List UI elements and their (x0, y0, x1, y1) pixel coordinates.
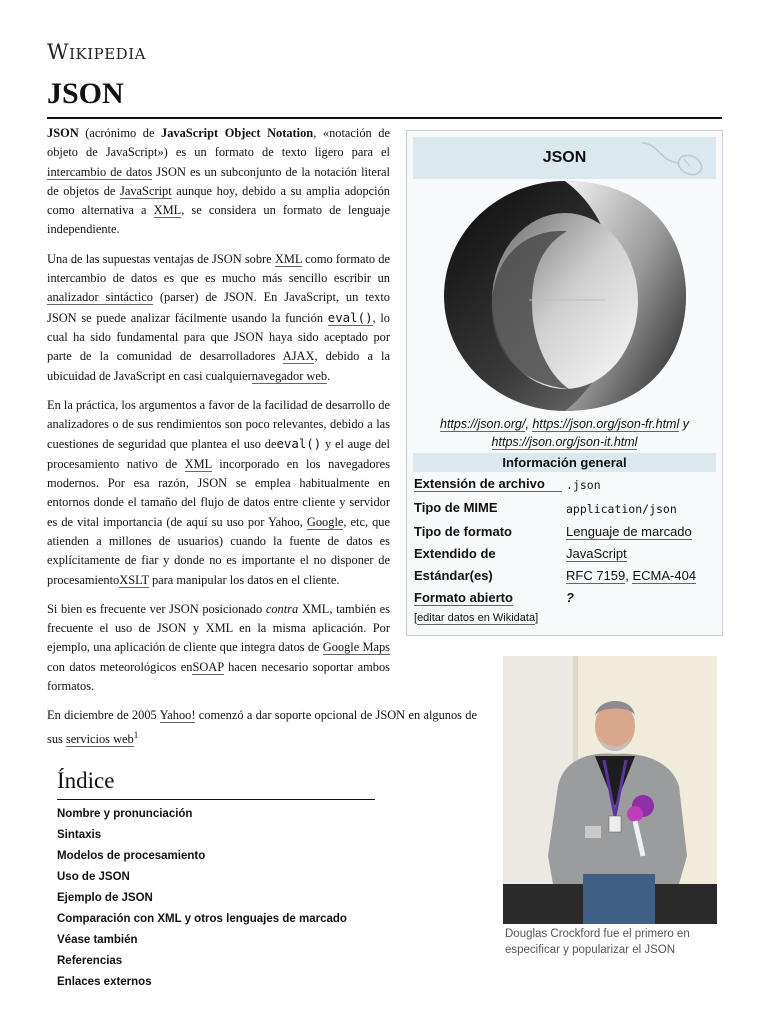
term-full: JavaScript Object Notation (161, 126, 314, 140)
toc-title: Índice (57, 768, 115, 793)
term-json: JSON (47, 126, 79, 140)
standard-sep: , (625, 568, 633, 583)
toc-divider (57, 799, 375, 800)
toc-item-referencias[interactable]: Referencias (57, 955, 123, 967)
infobox-key-standard: Estándar(es) (414, 568, 493, 583)
toc-item-enlaces[interactable]: Enlaces externos (57, 976, 152, 988)
edit-wikidata (414, 612, 538, 624)
link-servicios-web[interactable]: servicios web (65, 731, 134, 746)
text: Una de las supuestas ventajas de JSON sobre (47, 251, 275, 266)
toc-item-ejemplo[interactable]: Ejemplo de JSON (57, 892, 153, 904)
link-analizador-sintactico[interactable]: analizador sintáctico (47, 290, 153, 305)
infobox-value-open-format: ? (566, 590, 574, 605)
page-title: JSON (47, 77, 124, 110)
paragraph-ventajas (47, 250, 390, 386)
toc-item-comparacion[interactable]: Comparación con XML y otros lenguajes de marcado (57, 913, 347, 925)
link-eval[interactable]: eval() (327, 309, 373, 325)
code-eval: eval() (276, 436, 322, 452)
toc-item-vease[interactable]: Véase también (57, 934, 138, 946)
emphasis-contra: contra (265, 601, 299, 616)
infobox-key-extended: Extendido de (414, 546, 496, 561)
link-rfc-7159[interactable]: RFC 7159 (566, 568, 626, 583)
text: JSON es un subconjunto de la notación literal de objetos de (47, 164, 390, 198)
infobox-caption (413, 415, 716, 451)
infobox-key-open-format[interactable]: Formato abierto (414, 590, 513, 605)
text: como formato de intercambio de datos es que es mucho más sencillo escribir un (47, 251, 390, 286)
toc-item-uso[interactable]: Uso de JSON (57, 871, 130, 883)
infobox-title: JSON (542, 149, 587, 166)
link-json-org[interactable]: https://json.org/ (440, 417, 526, 431)
paragraph-contra-xml (47, 600, 390, 696)
infobox-key-format: Tipo de formato (414, 524, 512, 539)
json-logo-image (437, 179, 692, 414)
text: hacen necesario soportar ambos formatos. (47, 659, 391, 694)
text: En la práctica, los argumentos a favor de la facilidad de desarrollo de analizadores o de sus rendimientos son poco relevantes, debido a las cuestiones de seguridad que plantea el uso de (47, 397, 390, 452)
douglas-crockford-photo (503, 656, 717, 924)
infobox-value-standard (566, 568, 696, 583)
link-intercambio-datos[interactable]: intercambio de datos (47, 164, 153, 179)
infobox-section-header: Información general (413, 453, 716, 472)
link-lenguaje-marcado[interactable]: Lenguaje de marcado (566, 524, 692, 539)
text: En diciembre de 2005 (47, 708, 160, 723)
text: incorporado en los navegadores modernos. Por esa razón, JSON se emplea habitualmente en entornos donde el tamaño del flujo de datos entre cliente y servidor es de vital importancia (de aquí su uso por Yahoo, (47, 456, 390, 529)
toc-item-modelos[interactable]: Modelos de procesamiento (57, 850, 206, 862)
title-divider (47, 117, 722, 119)
text: , etc, que atienden a millones de usuarios) cuando la fuente de datos es explícitamente de fiar y donde no es importante el no disponer de procesamiento (47, 514, 390, 587)
link-ecma-404[interactable]: ECMA-404 (632, 568, 697, 583)
text: y el auge del procesamiento nativo de (47, 437, 390, 471)
text: , debido a la ubicuidad de JavaScript en casi cualquier (47, 349, 390, 383)
text: (parser) de JSON. En JavaScript, un texto JSON se puede analizar fácilmente usando la función (47, 290, 390, 325)
infobox-key-extension[interactable]: Extensión de archivo (414, 476, 562, 492)
infobox-value-mime: application/json (566, 502, 677, 516)
caption-sep: y (679, 417, 689, 431)
edit-wikidata-link[interactable]: editar datos en Wikidata (417, 612, 536, 624)
text: (acrónimo de (78, 126, 162, 140)
infobox-header (413, 137, 716, 179)
text: , se considera un formato de lenguaje independiente. (47, 203, 390, 237)
paragraph-practica (47, 396, 390, 590)
link-xslt[interactable]: XSLT (119, 572, 149, 587)
link-xml[interactable]: XML (184, 456, 212, 471)
text: comenzó a dar soporte opcional de JSON en algunos de sus (47, 708, 477, 746)
text: con datos meteorológicos en (47, 659, 193, 674)
infobox-value-extension: .json (566, 478, 601, 492)
text: para manipular los datos en el cliente. (148, 572, 340, 587)
infobox (406, 130, 723, 636)
caption-sep: , (525, 417, 533, 431)
bracket: ] (535, 612, 539, 624)
computer-mouse-icon (640, 139, 710, 179)
text: Si bien es frecuente ver JSON posicionado (47, 601, 266, 616)
text: XML, también es frecuente el uso de JSON y XML en la misma aplicación. Por ejemplo, una aplicación de cliente que integra datos de (47, 601, 390, 655)
link-json-it[interactable]: https://json.org/json-it.html (491, 435, 638, 449)
link-navegador-web[interactable]: navegador web (251, 368, 328, 383)
paragraph-yahoo (47, 706, 477, 749)
toc-item-nombre[interactable]: Nombre y pronunciación (57, 808, 193, 820)
text: , «notación de objeto de JavaScript») es un formato de texto ligero para el (47, 126, 390, 160)
link-soap[interactable]: SOAP (192, 659, 224, 674)
text: , lo cual ha sido fundamental para que JSON haya sido aceptado por parte de la comunidad de desarrolladores (47, 310, 390, 364)
table-of-contents (57, 805, 347, 994)
wikipedia-logo[interactable]: Wikipedia (47, 40, 146, 64)
link-xml[interactable]: XML (153, 203, 182, 218)
bracket: [ (414, 612, 418, 624)
link-yahoo[interactable]: Yahoo! (159, 708, 196, 723)
link-ajax[interactable]: AJAX (282, 349, 315, 364)
photo-caption: Douglas Crockford fue el primero en especificar y popularizar el JSON (505, 928, 690, 956)
link-google[interactable]: Google (306, 514, 344, 529)
reference-1[interactable]: 1 (133, 729, 139, 740)
link-javascript[interactable]: JavaScript (120, 183, 172, 198)
link-json-fr[interactable]: https://json.org/json-fr.html (532, 417, 680, 431)
link-google-maps[interactable]: Google Maps (322, 640, 390, 655)
toc-item-sintaxis[interactable]: Sintaxis (57, 829, 102, 841)
link-xml[interactable]: XML (274, 251, 302, 266)
text: aunque hoy, debido a su amplia adopción como alternativa a (47, 183, 390, 218)
text: . (327, 368, 331, 383)
paragraph-intro (47, 124, 390, 240)
infobox-key-mime[interactable]: Tipo de MIME (414, 500, 498, 515)
link-javascript[interactable]: JavaScript (566, 546, 627, 561)
